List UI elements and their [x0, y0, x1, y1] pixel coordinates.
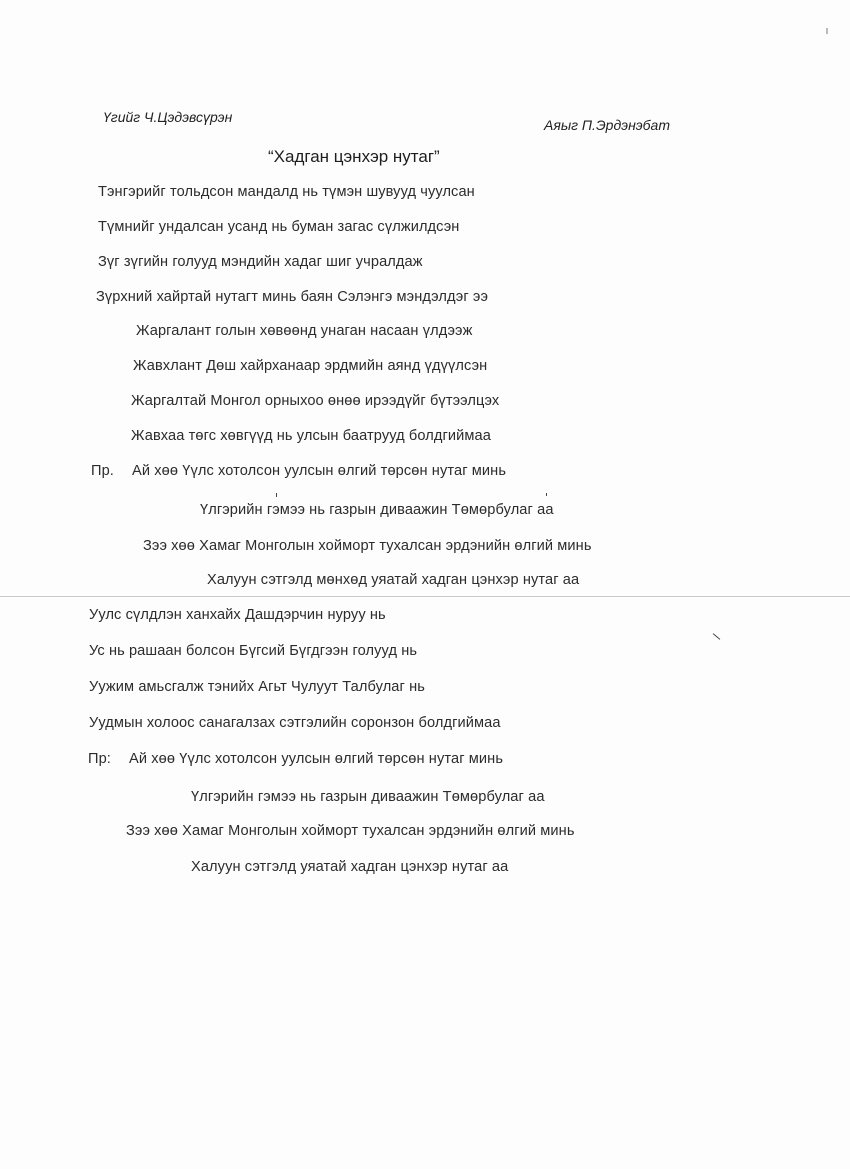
composer-credit: Аяыг П.Эрдэнэбат	[544, 117, 670, 133]
chorus2-line-3: Зээ хөө Хамаг Монголын хойморт тухалсан эрдэнийн өлгий минь	[126, 823, 575, 839]
lyricist-credit: Үгийг Ч.Цэдэвсүрэн	[103, 109, 233, 125]
scan-speck	[276, 493, 277, 497]
verse3-line-1: Уулс сүлдлэн ханхайх Дашдэрчин нуруу нь	[89, 607, 386, 623]
chorus1-line-1	[91, 463, 506, 479]
chorus1-text-1: Ай хөө Үүлс хотолсон уулсын өлгий төрсөн нутаг минь	[132, 463, 507, 479]
scan-fold-line	[0, 596, 850, 597]
chorus2-text-1: Ай хөө Үүлс хотолсон уулсын өлгий төрсөн нутаг минь	[129, 751, 504, 767]
chorus1-line-2: Үлгэрийн гэмээ нь газрын диваажин Төмөрбулаг аа	[200, 502, 554, 518]
chorus2-prefix: Пр:	[88, 751, 111, 767]
chorus1-line-4: Халуун сэтгэлд мөнхөд уяатай хадган цэнхэр нутаг аа	[207, 572, 580, 588]
verse1-line-2: Түмнийг ундалсан усанд нь буман загас сүлжилдсэн	[98, 219, 460, 235]
verse1-line-4: Зүрхний хайртай нутагт минь баян Сэлэнгэ мэндэлдэг ээ	[96, 289, 488, 305]
chorus1-prefix: Пр.	[91, 463, 114, 479]
verse3-line-4: Уудмын холоос санагалзах сэтгэлийн соронзон болдгиймаа	[89, 715, 501, 731]
scan-speck	[713, 633, 721, 640]
scan-speck	[546, 493, 547, 496]
verse1-line-3: Зүг зүгийн голууд мэндийн хадаг шиг учралдаж	[98, 254, 423, 270]
chorus2-line-4: Халуун сэтгэлд уяатай хадган цэнхэр нутаг аа	[191, 859, 509, 875]
verse3-line-3: Уужим амьсгалж тэнийх Агьт Чулуут Талбулаг нь	[89, 679, 425, 695]
verse3-line-2: Ус нь рашаан болсон Бүгсий Бүгдгээн голууд нь	[89, 643, 418, 659]
verse1-line-1: Тэнгэрийг тольдсон мандалд нь түмэн шувууд чуулсан	[98, 184, 475, 200]
verse2-line-3: Жаргалтай Монгол орныхоо өнөө ирээдүйг бүтээлцэх	[131, 393, 500, 409]
verse2-line-2: Жавхлант Дөш хайрханаар эрдмийн аянд үдүүлсэн	[133, 358, 488, 374]
chorus2-line-2: Үлгэрийн гэмээ нь газрын диваажин Төмөрбулаг аа	[191, 789, 545, 805]
song-title: “Хадган цэнхэр нутаг”	[268, 147, 440, 166]
chorus1-line-3: Зээ хөө Хамаг Монголын хойморт тухалсан эрдэнийн өлгий минь	[143, 538, 592, 554]
chorus2-line-1	[88, 751, 503, 767]
scan-speck	[826, 28, 828, 34]
verse2-line-4: Жавхаа төгс хөвгүүд нь улсын баатрууд болдгиймаа	[131, 428, 491, 444]
verse2-line-1: Жаргалант голын хөвөөнд унаган насаан үлдээж	[136, 323, 473, 339]
